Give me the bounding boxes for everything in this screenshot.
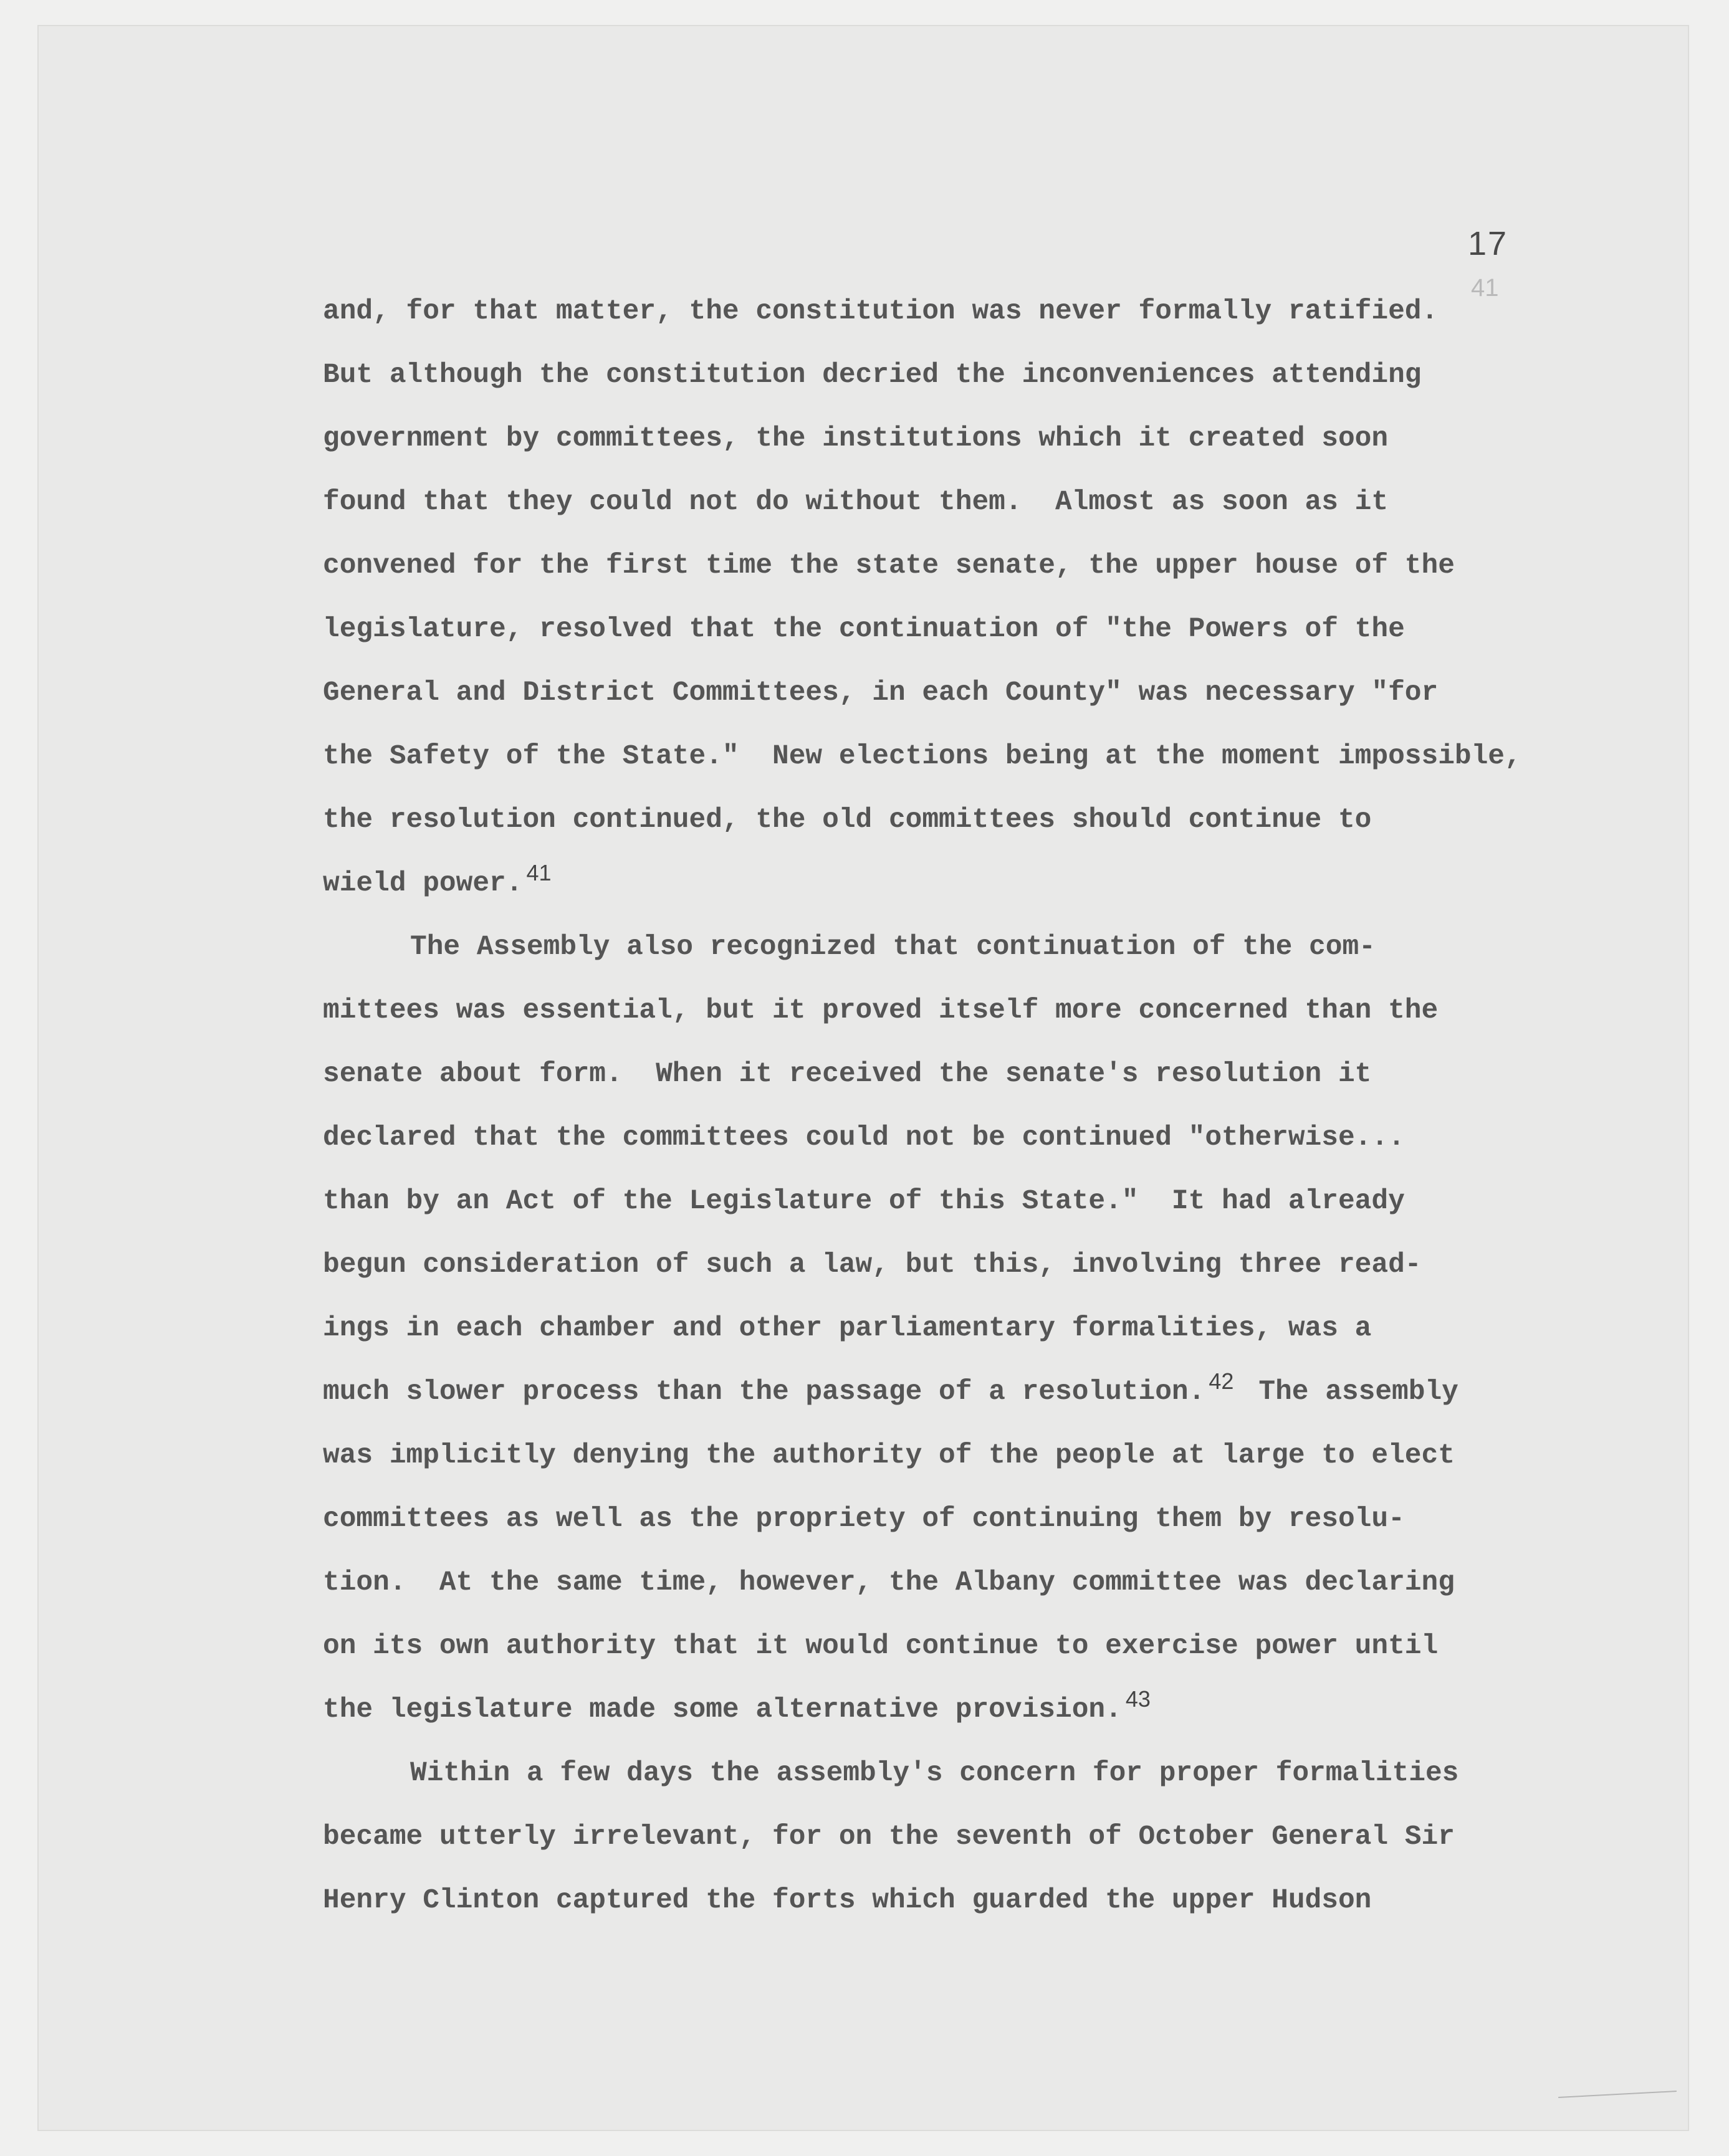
text-line: found that they could not do without them. Almost as soon as it — [323, 487, 1389, 518]
paragraph-start-line: Within a few days the assembly's concern for proper formalities — [410, 1758, 1459, 1789]
text-line: the resolution continued, the old committees should continue to — [323, 804, 1372, 836]
text-span: the legislature made some alternative provision. — [323, 1694, 1122, 1725]
text-line: But although the constitution decried the inconveniences attending — [323, 360, 1422, 391]
text-line: was implicitly denying the authority of the people at large to elect — [323, 1440, 1455, 1471]
text-line: tion. At the same time, however, the Albany committee was declaring — [323, 1567, 1455, 1598]
scan-edge-mark — [1558, 2091, 1677, 2098]
footnote-marker: 41 — [526, 860, 552, 885]
text-line: ings in each chamber and other parliamentary formalities, was a — [323, 1313, 1372, 1344]
text-line: convened for the first time the state senate, the upper house of the — [323, 550, 1455, 581]
text-line: Henry Clinton captured the forts which guarded the upper Hudson — [323, 1885, 1372, 1916]
text-line: the Safety of the State." New elections being at the moment impossible, — [323, 741, 1521, 772]
text-span: wield power. — [323, 868, 523, 899]
footnote-marker: 42 — [1209, 1368, 1234, 1394]
text-line-with-footnote — [323, 860, 552, 899]
text-line: government by committees, the institutions which it created soon — [323, 423, 1389, 454]
faint-margin-number: 41 — [1471, 274, 1499, 302]
text-span: The assembly — [1258, 1376, 1458, 1408]
page-number: 17 — [1468, 225, 1508, 262]
paragraph-start-line: The Assembly also recognized that continuation of the com- — [410, 932, 1376, 963]
text-line: senate about form. When it received the senate's resolution it — [323, 1059, 1372, 1090]
text-line: legislature, resolved that the continuation of "the Powers of the — [323, 614, 1405, 645]
document-page — [37, 25, 1689, 2131]
text-line-with-footnote — [323, 1368, 1458, 1408]
text-line: declared that the committees could not be continued "otherwise... — [323, 1122, 1405, 1153]
text-line-with-footnote — [323, 1686, 1151, 1725]
text-line: than by an Act of the Legislature of this State." It had already — [323, 1186, 1405, 1217]
text-line: and, for that matter, the constitution was never formally ratified. — [323, 296, 1439, 327]
text-line: became utterly irrelevant, for on the seventh of October General Sir — [323, 1821, 1455, 1853]
text-span: much slower process than the passage of a resolution. — [323, 1376, 1205, 1408]
text-line: mittees was essential, but it proved itself more concerned than the — [323, 995, 1439, 1026]
text-line: on its own authority that it would continue to exercise power until — [323, 1631, 1439, 1662]
footnote-marker: 43 — [1125, 1686, 1151, 1712]
text-line: begun consideration of such a law, but this, involving three read- — [323, 1249, 1422, 1281]
text-line: committees as well as the propriety of continuing them by resolu- — [323, 1504, 1405, 1535]
text-line: General and District Committees, in each County" was necessary "for — [323, 677, 1439, 708]
